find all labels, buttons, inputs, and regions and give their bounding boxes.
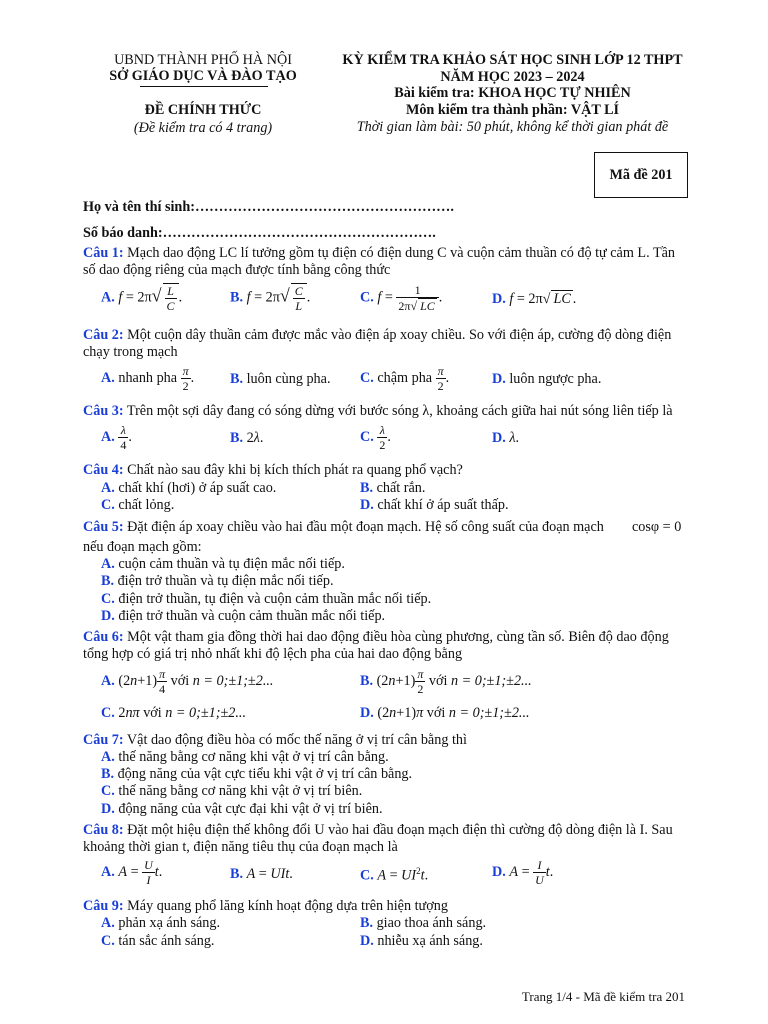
question-number: Câu 4: — [83, 462, 124, 478]
duration: Thời gian làm bài: 50 phút, không kể thời gian phát đề — [356, 119, 669, 135]
q3-option-c: C. $\frac{\lambda}{2}$ . — [360, 423, 391, 452]
q6-option-d: D. (2n+1)π với n = 0;±1;±2... — [360, 705, 530, 721]
q1-option-b: B. f = 2π√ $\frac{C}{L}$ . — [230, 284, 311, 313]
question-text: Đặt điện áp xoay chiều vào hai đầu một đoạn mạch. Hệ số công suất của đoạn mạch — [127, 519, 604, 535]
q5-option-d: D. điện trở thuần và cuộn cảm thuần mắc nối tiếp. — [101, 608, 386, 624]
q9-option-a: A. phản xạ ánh sáng. — [101, 915, 220, 931]
question-number: Câu 1: — [83, 245, 124, 261]
question-7 — [83, 732, 688, 749]
q4-option-b: B. chất rắn. — [360, 480, 426, 496]
question-5 — [83, 519, 688, 536]
q9-option-b: B. giao thoa ánh sáng. — [360, 915, 487, 931]
name-label: Họ và tên thí sinh: — [83, 199, 195, 215]
question-1 — [83, 245, 688, 279]
question-number: Câu 2: — [83, 327, 124, 343]
question-9 — [83, 898, 688, 915]
q7-option-b: B. động năng của vật cực tiểu khi vật ở vị trí cân bằng. — [101, 766, 413, 782]
question-4 — [83, 462, 688, 479]
q4-option-d: D. chất khí ở áp suất thấp. — [360, 497, 509, 513]
q2-option-c: C. chậm pha $\frac{\pi}{2}$ . — [360, 364, 450, 393]
q8-option-b: B. A = UIt. — [230, 866, 293, 882]
q1-option-c: C. f = $\frac{1}{2\pi√ LC}$ . — [360, 283, 443, 313]
school-year: NĂM HỌC 2023 – 2024 — [440, 68, 585, 85]
question-text: Vật dao động điều hòa có mốc thế năng ở vị trí cân bằng thì — [126, 732, 467, 748]
q5-option-a: A. cuộn cảm thuần và tụ điện mắc nối tiếp. — [101, 556, 345, 572]
department: SỞ GIÁO DỤC VÀ ĐÀO TẠO — [109, 68, 297, 84]
question-text: Máy quang phổ lăng kính hoạt động dựa trên hiện tượng — [127, 898, 448, 914]
question-text: Mạch dao động LC lí tưởng gồm tụ điện có điện dung C và cuộn cảm thuần có độ tự cảm L. Tần số dao động riêng của mạch được tính bằng công thức — [83, 245, 675, 278]
q7-option-a: A. thế năng bằng cơ năng khi vật ở vị trí cân bằng. — [101, 749, 389, 765]
q9-option-c: C. tán sắc ánh sáng. — [101, 933, 215, 949]
page-footer: Trang 1/4 - Mã đề kiểm tra 201 — [521, 989, 685, 1004]
q5-option-c: C. điện trở thuần, tụ điện và cuộn cảm thuần mắc nối tiếp. — [101, 591, 432, 607]
q4-option-a: A. chất khí (hơi) ở áp suất cao. — [101, 480, 277, 496]
question-number: Câu 5: — [83, 519, 124, 535]
question-number: Câu 8: — [83, 822, 124, 838]
question-2 — [83, 327, 688, 361]
q2-option-a: A. nhanh pha $\frac{\pi}{2}$ . — [101, 364, 195, 393]
q2-option-d: D. luôn ngược pha. — [492, 371, 602, 387]
question-6 — [83, 629, 688, 663]
q8-option-a: A. A = $\frac{U}{I}$ t. — [101, 858, 163, 887]
student-id-row — [83, 225, 436, 242]
question-text: Một cuộn dây thuần cảm được mắc vào điện áp xoay chiều. So với điện áp, cường độ dòng điện chạy trong mạch — [83, 327, 672, 360]
pages-note: (Đề kiểm tra có 4 trang) — [133, 120, 273, 136]
q5-option-b: B. điện trở thuần và tụ điện mắc nối tiếp. — [101, 573, 334, 589]
q4-option-c: C. chất lỏng. — [101, 497, 175, 513]
question-8 — [83, 822, 688, 856]
cos-formula: cosφ = 0 — [632, 519, 682, 535]
question-text: Trên một sợi dây đang có sóng dừng với bước sóng λ, khoảng cách giữa hai nút sóng liên tiếp là — [126, 403, 673, 419]
q7-option-c: C. thế năng bằng cơ năng khi vật ở vị trí biên. — [101, 783, 363, 799]
test-name: Bài kiểm tra: KHOA HỌC TỰ NHIÊN — [394, 85, 631, 101]
q8-option-c: C. $A = UI^2t$. — [360, 866, 429, 884]
name-dots: ………………………………………………. — [194, 199, 454, 215]
q3-option-b: B. 2λ. — [230, 430, 264, 446]
q6-option-a: A. (2n+1) $\frac{\pi}{4}$ với n = 0;±1;±2... — [101, 667, 274, 696]
question-number: Câu 7: — [83, 732, 124, 748]
q9-option-d: D. nhiễu xạ ánh sáng. — [360, 933, 483, 949]
question-3 — [83, 403, 688, 420]
q1-option-a: A. f = 2π√ $\frac{L}{C}$ . — [101, 284, 183, 313]
authority: UBND THÀNH PHỐ HÀ NỘI — [114, 52, 292, 68]
q3-option-d: D. λ. — [492, 430, 520, 446]
id-dots: …………………………………………………. — [162, 225, 436, 241]
q3-option-a: A. $\frac{\lambda}{4}$ . — [101, 423, 132, 452]
q6-option-c: C. 2nπ với n = 0;±1;±2... — [101, 705, 246, 721]
question-text-continued: nếu đoạn mạch gồm: — [83, 539, 202, 555]
question-number: Câu 3: — [83, 403, 124, 419]
question-number: Câu 6: — [83, 629, 124, 645]
id-label: Số báo danh: — [83, 225, 163, 241]
student-name-row — [83, 199, 454, 216]
q7-option-d: D. động năng của vật cực đại khi vật ở vị trí biên. — [101, 801, 383, 817]
header-underline — [140, 86, 268, 87]
exam-title: KỲ KIỂM TRA KHẢO SÁT HỌC SINH LỚP 12 THPT — [342, 52, 683, 68]
subject: Môn kiểm tra thành phần: VẬT LÍ — [405, 101, 620, 118]
question-text: Chất nào sau đây khi bị kích thích phát ra quang phổ vạch? — [127, 462, 463, 478]
question-number: Câu 9: — [83, 898, 124, 914]
header-left — [83, 52, 323, 84]
q2-option-b: B. luôn cùng pha. — [230, 371, 331, 387]
q8-option-d: D. A = $\frac{I}{U}$ t. — [492, 858, 554, 887]
q6-option-b: B. (2n+1) $\frac{\pi}{2}$ với n = 0;±1;±2... — [360, 667, 532, 696]
q1-option-d: D. f = 2π√ LC . — [492, 291, 577, 307]
question-text: Đặt một hiệu điện thế không đổi U vào hai đầu đoạn mạch điện thì cường độ dòng điện là I. Sau khoảng thời gian t, điện năng tiêu thụ của đoạn mạch là — [83, 822, 673, 855]
header-right — [320, 52, 705, 118]
exam-code-box: Mã đề 201 — [594, 152, 688, 198]
official-label: ĐỀ CHÍNH THỨC — [144, 102, 262, 118]
question-text: Một vật tham gia đồng thời hai dao động điều hòa cùng phương, cùng tần số. Biên độ dao động tổng hợp có giá trị nhỏ nhất khi độ lệch pha của hai dao động bằng — [83, 629, 669, 662]
